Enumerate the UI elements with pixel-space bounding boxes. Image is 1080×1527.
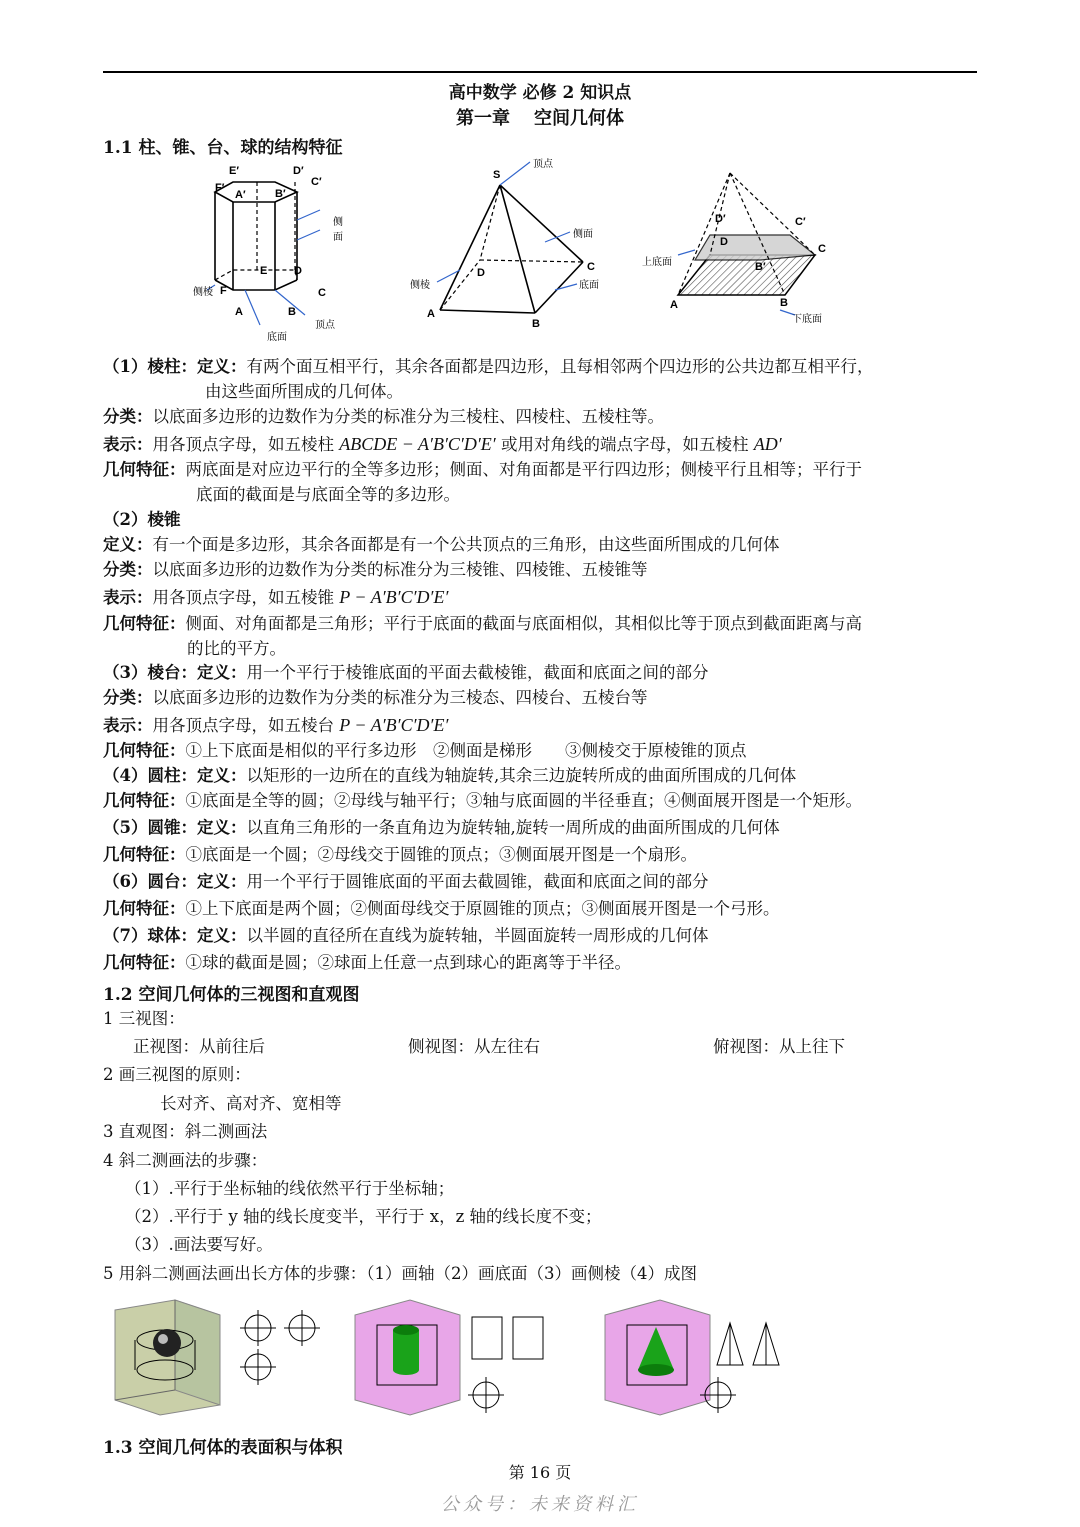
fig1-label: E′ xyxy=(229,165,239,177)
frustum-cone-def: （6）圆台：定义：用一个平行于圆锥底面的平面去截圆锥，截面和底面之间的部分 xyxy=(103,872,709,891)
prism-def: （1）棱柱：定义：有两个面互相平行，其余各面都是四边形，且每相邻两个四边形的公共边都互相平行， xyxy=(103,357,874,376)
fig3-label: D′ xyxy=(715,213,726,225)
pyramid-features-cont: 的比的平方。 xyxy=(187,639,286,658)
sphere-features: 几何特征：①球的截面是圆；②球面上任意一点到球心的距离等于半径。 xyxy=(103,953,631,972)
fig3-label: B xyxy=(780,297,788,309)
s12-line: （3）.画法要写好。 xyxy=(125,1235,273,1254)
frustum-notation: 表示：用各顶点字母，如五棱台 P − A′B′C′D′E′ xyxy=(103,715,449,735)
watermark: 公众号：未来资料汇 xyxy=(441,1494,639,1515)
section-1-1-title: 1.1 柱、锥、台、球的结构特征 xyxy=(103,138,343,158)
cylinder-features: 几何特征：①底面是全等的圆；②母线与轴平行；③轴与底面圆的半径垂直；④侧面展开图是一个矩形。 xyxy=(103,791,862,810)
fig2-label: 侧棱 xyxy=(410,280,430,291)
cone-def: （5）圆锥：定义：以直角三角形的一条直角边为旋转轴,旋转一周所成的曲面所围成的几何体 xyxy=(103,818,780,837)
pyramid-notation: 表示：用各顶点字母，如五棱锥 P − A′B′C′D′E′ xyxy=(103,587,449,607)
fig3-label: 下底面 xyxy=(792,314,822,325)
fig3-label: 上底面 xyxy=(642,257,672,268)
fig3-label: C′ xyxy=(795,216,806,228)
fig3-label: B′ xyxy=(755,261,766,273)
cylinder-def: （4）圆柱：定义：以矩形的一边所在的直线为轴旋转,其余三边旋转所成的曲面所围成的几何体 xyxy=(103,766,797,785)
side-view: 侧视图：从左往右 xyxy=(408,1037,540,1056)
prism-notation: 表示：用各顶点字母，如五棱柱 ABCDE − A′B′C′D′E′ 或用对角线的端点字母，如五棱柱 AD′ xyxy=(103,434,782,454)
fig1-label: 侧棱 xyxy=(193,287,213,298)
fig2-label: S xyxy=(493,169,501,181)
frustum-class: 分类：以底面多边形的边数作为分类的标准分为三棱态、四棱台、五棱台等 xyxy=(103,688,648,707)
s12-line: 4 斜二测画法的步骤： xyxy=(103,1151,268,1170)
s12-line: （1）.平行于坐标轴的线依然平行于坐标轴； xyxy=(125,1179,455,1198)
fig1-label: D′ xyxy=(293,165,304,177)
fig1-label: D xyxy=(294,265,302,277)
s12-line: 长对齐、高对齐、宽相等 xyxy=(160,1094,342,1113)
s12-line: （2）.平行于 y 轴的线长度变半，平行于 x，z 轴的线长度不变； xyxy=(125,1207,602,1226)
front-view: 正视图：从前往后 xyxy=(133,1037,265,1056)
fig2-label: C xyxy=(587,261,595,273)
fig2-label: D xyxy=(477,267,485,279)
fig2-label: 顶点 xyxy=(533,159,553,170)
fig1-label: 顶点 xyxy=(315,320,335,331)
fig1-label: 面 xyxy=(333,232,343,243)
sphere-def: （7）球体：定义：以半圆的直径所在直线为旋转轴，半圆面旋转一周形成的几何体 xyxy=(103,926,709,945)
fig1-label: F′ xyxy=(215,182,225,194)
frustum-cone-features: 几何特征：①上下底面是两个圆；②侧面母线交于原圆锥的顶点；③侧面展开图是一个弓形。 xyxy=(103,899,780,918)
header-rule xyxy=(103,71,977,73)
prism-figure xyxy=(185,160,355,345)
s12-line: 3 直观图：斜二测画法 xyxy=(103,1122,268,1141)
fig3-label: D xyxy=(720,236,728,248)
chapter-title: 第一章 空间几何体 xyxy=(456,108,624,129)
pyramid-def: 定义：有一个面是多边形，其余各面都是有一个公共顶点的三角形，由这些面所围成的几何体 xyxy=(103,535,780,554)
frustum-figure xyxy=(640,165,840,335)
fig1-label: 底面 xyxy=(267,332,287,343)
fig1-label: E xyxy=(260,265,268,277)
prism-features: 几何特征：两底面是对应边平行的全等多边形；侧面、对角面都是平行四边形；侧棱平行且相等；平行于 xyxy=(103,460,862,479)
pyramid-class: 分类：以底面多边形的边数作为分类的标准分为三棱锥、四棱锥、五棱锥等 xyxy=(103,560,648,579)
fig1-label: B xyxy=(288,306,296,318)
section-1-3-title: 1.3 空间几何体的表面积与体积 xyxy=(103,1438,343,1458)
prism-class: 分类：以底面多边形的边数作为分类的标准分为三棱柱、四棱柱、五棱柱等。 xyxy=(103,407,664,426)
prism-features-cont: 底面的截面是与底面全等的多边形。 xyxy=(196,485,460,504)
s12-line: 1 三视图： xyxy=(103,1009,185,1028)
fig1-label: B′ xyxy=(275,188,286,200)
cone-features: 几何特征：①底面是一个圆；②母线交于圆锥的顶点；③侧面展开图是一个扇形。 xyxy=(103,845,697,864)
page-title: 高中数学 必修 2 知识点 xyxy=(448,83,632,103)
fig1-label: C′ xyxy=(311,176,322,188)
section-1-2-title: 1.2 空间几何体的三视图和直观图 xyxy=(103,985,360,1005)
fig2-label: 底面 xyxy=(579,280,599,291)
fig3-label: C xyxy=(818,243,826,255)
fig1-label: C xyxy=(318,287,326,299)
fig1-label: 侧 xyxy=(333,217,343,228)
frustum-features: 几何特征：①上下底面是相似的平行多边形 ②侧面是梯形 ③侧棱交于原棱锥的顶点 xyxy=(103,741,747,760)
pyramid-heading: （2）棱锥 xyxy=(103,510,181,529)
frustum-def: （3）棱台：定义：用一个平行于棱锥底面的平面去截棱锥，截面和底面之间的部分 xyxy=(103,663,709,682)
fig2-label: B xyxy=(532,318,540,330)
fig3-label: A xyxy=(670,299,678,311)
pyramid-figure xyxy=(405,150,625,335)
three-views-illustration xyxy=(105,1295,785,1425)
top-view: 俯视图：从上往下 xyxy=(713,1037,845,1056)
fig1-label: A′ xyxy=(235,189,246,201)
page-number: 第 16 页 xyxy=(508,1463,572,1482)
fig2-label: 侧面 xyxy=(573,229,593,240)
pyramid-features: 几何特征：侧面、对角面都是三角形；平行于底面的截面与底面相似，其相似比等于顶点到截面距离与高 xyxy=(103,614,862,633)
prism-def-cont: 由这些面所围成的几何体。 xyxy=(205,382,403,401)
fig1-label: F xyxy=(220,285,227,297)
fig1-label: A xyxy=(235,306,243,318)
fig2-label: A xyxy=(427,308,435,320)
s12-line: 5 用斜二测画法画出长方体的步骤：（1）画轴（2）画底面（3）画侧棱（4）成图 xyxy=(103,1264,697,1283)
s12-line: 2 画三视图的原则： xyxy=(103,1065,251,1084)
